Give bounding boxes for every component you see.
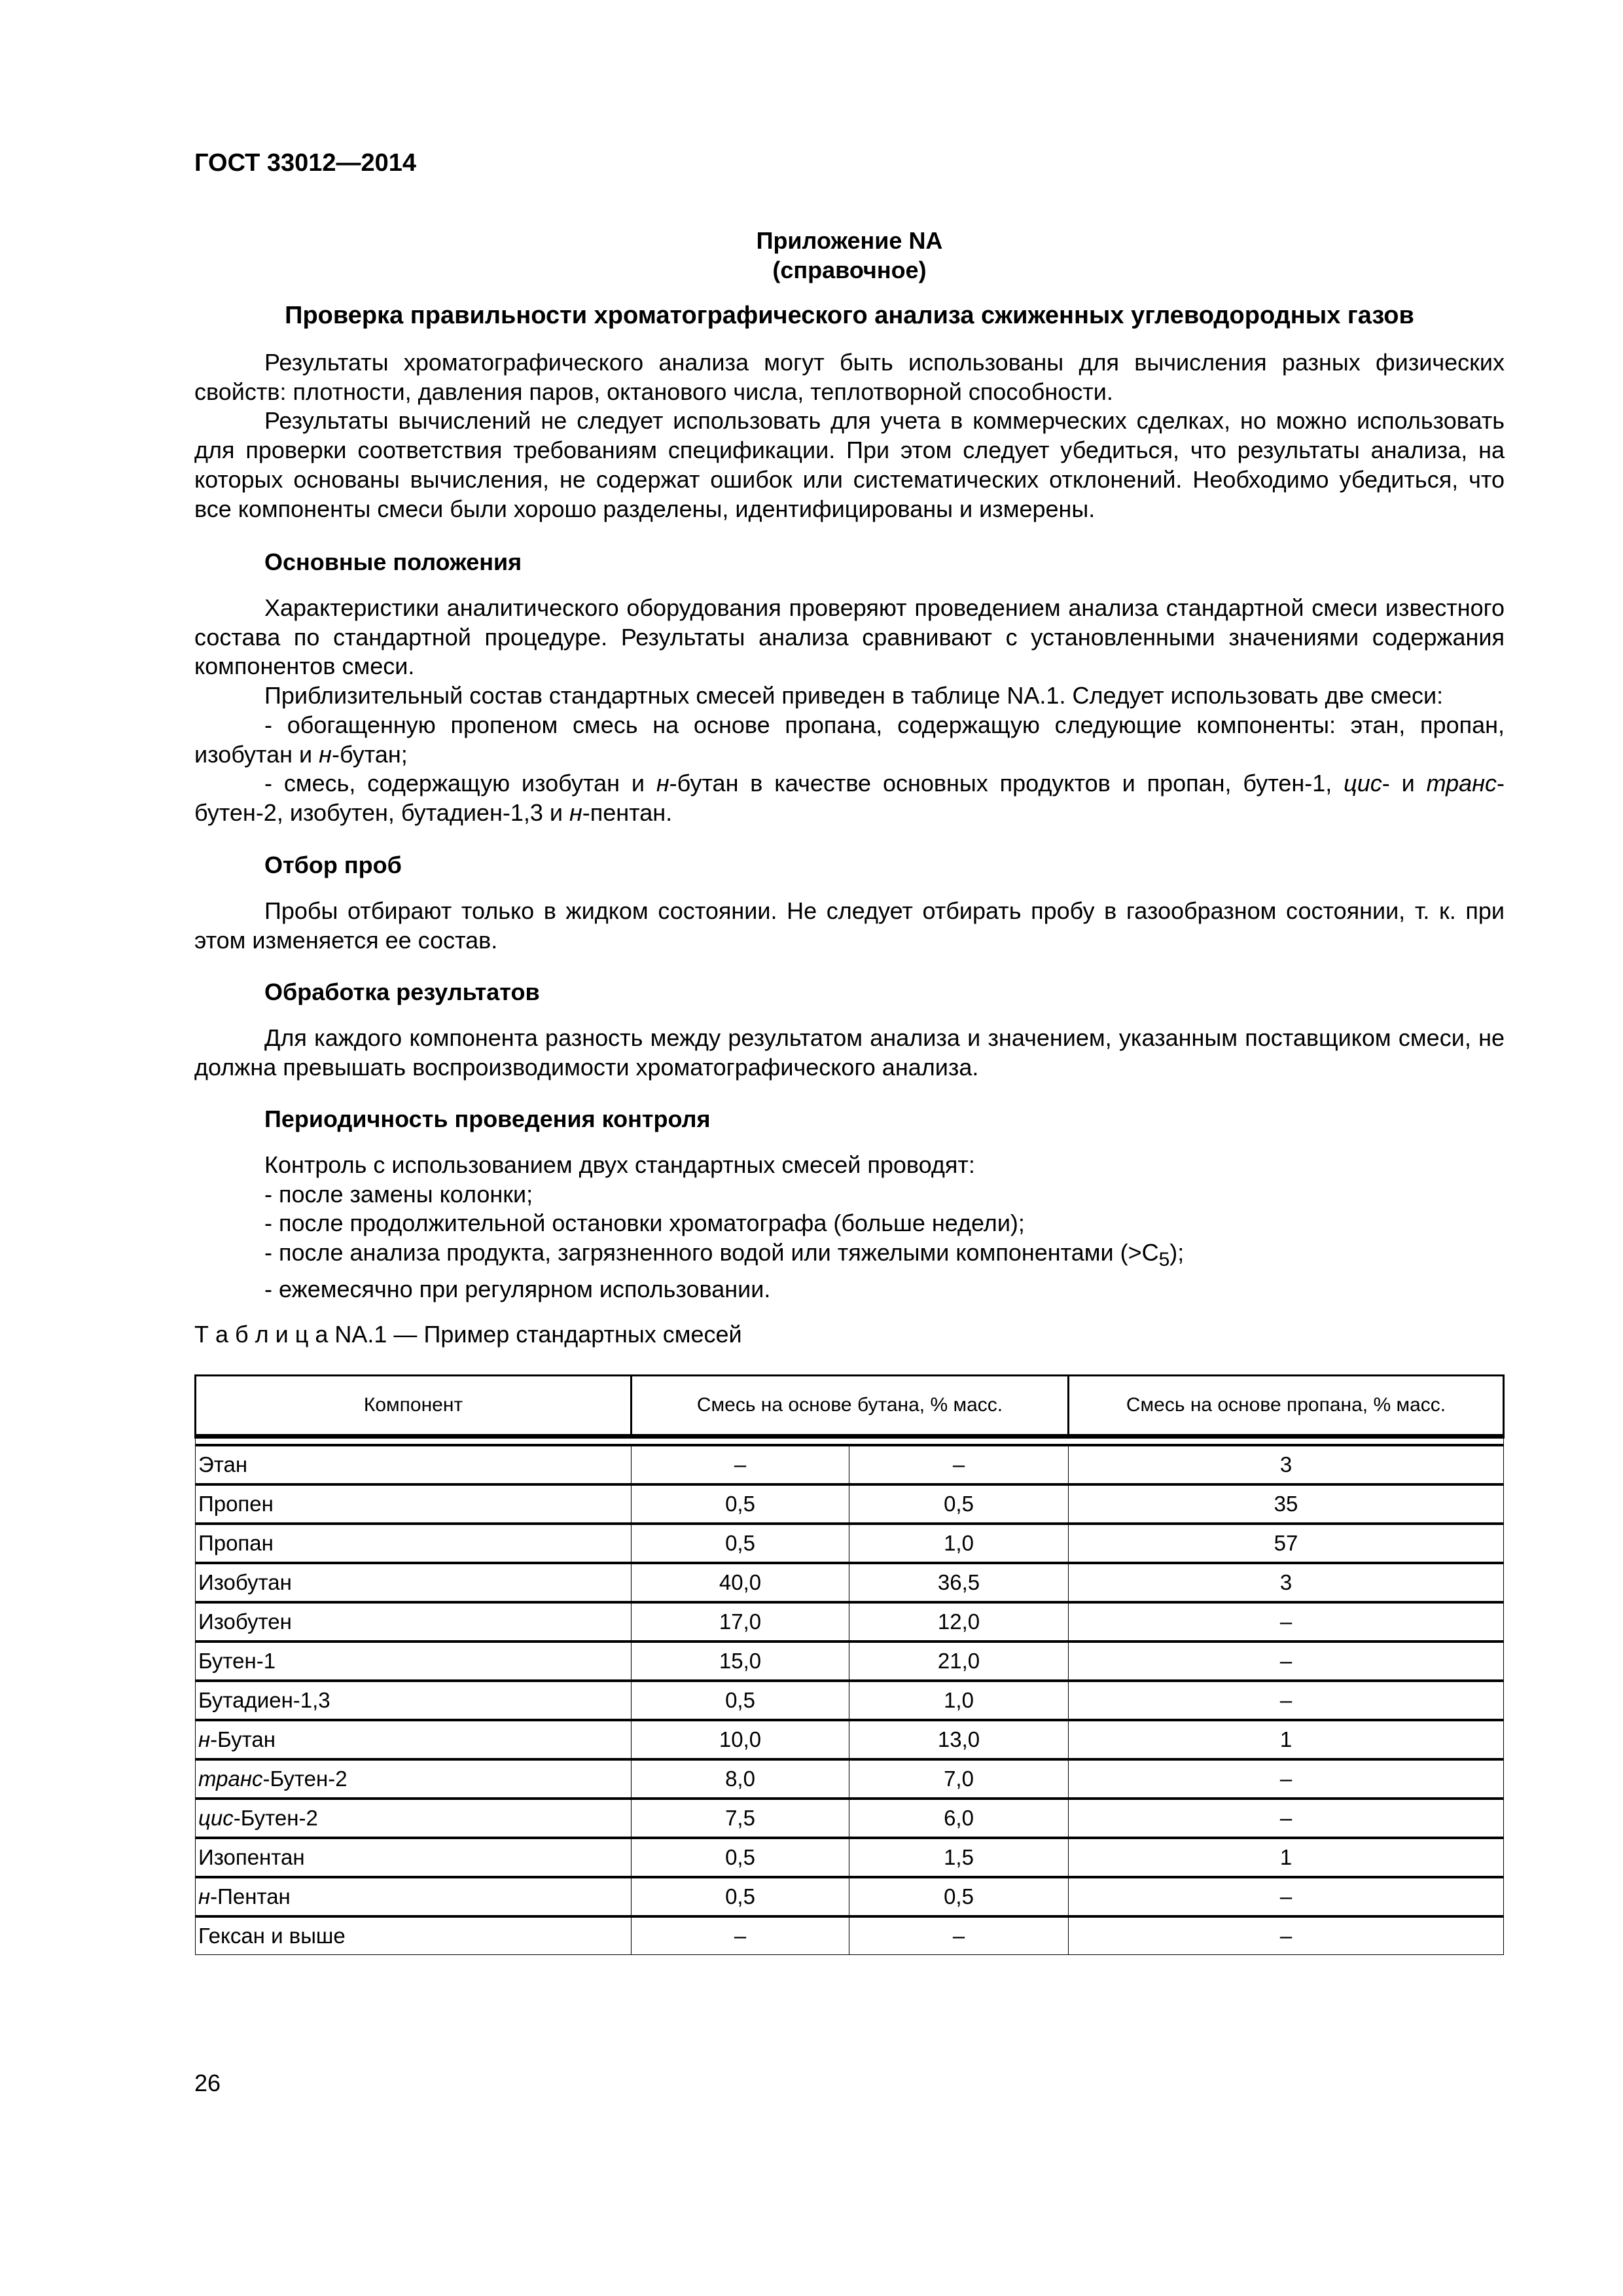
table-row: [196, 1563, 1504, 1602]
paragraph: Характеристики аналитического оборудования проверяют проведением анализа стандартной смеси известного состава по стандартной процедуре. Результаты анализа сравнивают с установленными значениями содержания компонентов смеси.: [194, 594, 1505, 680]
text: -бутан;: [331, 740, 408, 768]
text: н: [656, 770, 669, 797]
section-heading: Периодичность проведения контроля: [264, 1105, 711, 1132]
propane-mix-cell: –: [1069, 1681, 1504, 1720]
propane-mix-cell: –: [1069, 1877, 1504, 1916]
text: Этан: [198, 1452, 248, 1477]
butane-mix-1-cell: 0,5: [632, 1838, 849, 1877]
bullet: - ежемесячно при регулярном использовании.: [264, 1276, 771, 1302]
component-cell: [196, 1524, 632, 1563]
section-basics: [194, 594, 1505, 828]
bullet: [194, 769, 1505, 827]
butane-mix-1-cell: –: [632, 1445, 849, 1484]
butane-mix-1-cell: 17,0: [632, 1602, 849, 1641]
propane-mix-cell: 1: [1069, 1720, 1504, 1759]
component-cell: [196, 1484, 632, 1524]
butane-mix-1-cell: 0,5: [632, 1484, 849, 1524]
paragraph: Результаты хроматографического анализа могут быть использованы для вычисления разных физических свойств: плотности, давления паров, октанового числа, теплотворной способности.: [194, 349, 1505, 405]
text: - смесь, содержащую изобутан и: [264, 770, 656, 797]
column-header: Смесь на основе пропана, % масс.: [1069, 1376, 1504, 1437]
table-row: [196, 1838, 1504, 1877]
document-id: ГОСТ 33012—2014: [194, 149, 417, 177]
butane-mix-2-cell: 21,0: [849, 1641, 1069, 1681]
section-heading: Основные положения: [264, 548, 522, 575]
table-row: [196, 1799, 1504, 1838]
propane-mix-cell: 3: [1069, 1445, 1504, 1484]
butane-mix-1-cell: 0,5: [632, 1681, 849, 1720]
table-row: [196, 1720, 1504, 1759]
section-heading: Отбор проб: [264, 852, 402, 878]
propane-mix-cell: –: [1069, 1759, 1504, 1799]
table-row: [196, 1916, 1504, 1955]
appendix-title: Проверка правильности хроматографического анализа сжиженных углеводородных газов: [285, 302, 1414, 329]
propane-mix-cell: –: [1069, 1641, 1504, 1681]
paragraph: Результаты вычислений не следует использовать для учета в коммерческих сделках, но можно использовать для проверки соответствия требованиям спецификации. При этом следует убедиться, что результаты анализа, на которых основаны вычисления, не содержат ошибок или систематических отклонений. Необходимо убедиться, что все компоненты смеси были хорошо разделены, идентифицированы и измерены.: [194, 407, 1505, 522]
propane-mix-cell: 35: [1069, 1484, 1504, 1524]
text: н: [198, 1727, 211, 1751]
butane-mix-1-cell: –: [632, 1916, 849, 1955]
butane-mix-2-cell: 1,0: [849, 1524, 1069, 1563]
butane-mix-2-cell: 0,5: [849, 1484, 1069, 1524]
text: - и: [1382, 770, 1427, 797]
appendix-name: Приложение NA: [756, 227, 943, 254]
butane-mix-2-cell: 13,0: [849, 1720, 1069, 1759]
propane-mix-cell: 3: [1069, 1563, 1504, 1602]
page-number: 26: [194, 2070, 221, 2096]
component-cell: [196, 1759, 632, 1799]
text: -бутен-2, изобутен, бутадиен-1,3 и: [194, 770, 1505, 826]
component-cell: [196, 1602, 632, 1641]
propane-mix-cell: –: [1069, 1916, 1504, 1955]
text: );: [1169, 1239, 1185, 1266]
bullet: - после продолжительной остановки хроматографа (больше недели);: [264, 1210, 1025, 1237]
text: транс: [198, 1767, 263, 1791]
section-periodicity: [194, 1151, 1505, 1304]
butane-mix-2-cell: –: [849, 1916, 1069, 1955]
text: -Пентан: [210, 1884, 291, 1909]
table-caption: Т а б л и ц а NA.1 — Пример стандартных смесей: [194, 1321, 742, 1348]
bullet: - после замены колонки;: [264, 1180, 533, 1208]
text: Изопентан: [198, 1845, 305, 1869]
text: Бутадиен-1,3: [198, 1688, 330, 1712]
text: Пропен: [198, 1492, 274, 1516]
component-cell: [196, 1681, 632, 1720]
text: Изобутан: [198, 1570, 292, 1594]
component-cell: [196, 1445, 632, 1484]
propane-mix-cell: 1: [1069, 1838, 1504, 1877]
text: цис: [1344, 770, 1382, 797]
table-row: [196, 1602, 1504, 1641]
table-row: [196, 1759, 1504, 1799]
propane-mix-cell: –: [1069, 1602, 1504, 1641]
section-processing: [194, 1024, 1505, 1082]
appendix-type: (справочное): [772, 257, 927, 283]
text: Изобутен: [198, 1609, 292, 1634]
butane-mix-1-cell: 8,0: [632, 1759, 849, 1799]
table-row: [196, 1877, 1504, 1916]
butane-mix-1-cell: 10,0: [632, 1720, 849, 1759]
text: -Бутен-2: [233, 1806, 318, 1830]
text: Гексан и выше: [198, 1924, 346, 1948]
text: - обогащенную пропеном смесь на основе пропана, содержащую следующие компоненты: этан, пропан, изобутан и: [194, 711, 1505, 768]
text: н: [319, 740, 332, 768]
component-cell: [196, 1641, 632, 1681]
bullet: [194, 711, 1505, 769]
text: цис: [198, 1806, 234, 1830]
paragraph: Приблизительный состав стандартных смесей приведен в таблице NA.1. Следует использовать две смеси:: [264, 682, 1444, 709]
text: Бутен-1: [198, 1649, 276, 1673]
standard-mixtures-table: [194, 1374, 1505, 1955]
intro: [194, 348, 1505, 524]
propane-mix-cell: –: [1069, 1799, 1504, 1838]
text: н: [198, 1884, 211, 1909]
component-cell: [196, 1877, 632, 1916]
section-sampling: [194, 897, 1505, 955]
butane-mix-1-cell: 0,5: [632, 1524, 849, 1563]
text: -пентан.: [582, 798, 673, 826]
paragraph: Для каждого компонента разность между результатом анализа и значением, указанным поставщиком смеси, не должна превышать воспроизводимости хроматографического анализа.: [194, 1024, 1505, 1081]
butane-mix-1-cell: 15,0: [632, 1641, 849, 1681]
butane-mix-1-cell: 7,5: [632, 1799, 849, 1838]
butane-mix-2-cell: 6,0: [849, 1799, 1069, 1838]
component-cell: [196, 1799, 632, 1838]
butane-mix-2-cell: 1,0: [849, 1681, 1069, 1720]
text: н: [569, 798, 582, 826]
paragraph: Контроль с использованием двух стандартных смесей проводят:: [264, 1151, 975, 1178]
subscript: 5: [1158, 1249, 1170, 1271]
butane-mix-1-cell: 40,0: [632, 1563, 849, 1602]
text: -Бутен-2: [262, 1767, 348, 1791]
bullet: [264, 1238, 1505, 1275]
column-header: Компонент: [196, 1376, 632, 1437]
butane-mix-2-cell: –: [849, 1445, 1069, 1484]
component-cell: [196, 1563, 632, 1602]
text: транс: [1426, 770, 1497, 797]
butane-mix-1-cell: 0,5: [632, 1877, 849, 1916]
component-cell: [196, 1720, 632, 1759]
paragraph: Пробы отбирают только в жидком состоянии. Не следует отбирать пробу в газообразном состоянии, т. к. при этом изменяется ее состав.: [194, 897, 1505, 954]
section-heading: Обработка результатов: [264, 978, 540, 1005]
text: Пропан: [198, 1531, 274, 1555]
text: -бутан в качестве основных продуктов и пропан, бутен-1,: [669, 770, 1344, 797]
butane-mix-2-cell: 36,5: [849, 1563, 1069, 1602]
table-row: [196, 1681, 1504, 1720]
table-row: [196, 1641, 1504, 1681]
text: -Бутан: [210, 1727, 276, 1751]
column-header: Смесь на основе бутана, % масс.: [632, 1376, 1069, 1437]
butane-mix-2-cell: 7,0: [849, 1759, 1069, 1799]
table-row: [196, 1484, 1504, 1524]
table-row: [196, 1524, 1504, 1563]
propane-mix-cell: 57: [1069, 1524, 1504, 1563]
butane-mix-2-cell: 0,5: [849, 1877, 1069, 1916]
component-cell: [196, 1838, 632, 1877]
component-cell: [196, 1916, 632, 1955]
butane-mix-2-cell: 12,0: [849, 1602, 1069, 1641]
text: - после анализа продукта, загрязненного водой или тяжелыми компонентами (>C: [264, 1239, 1159, 1266]
butane-mix-2-cell: 1,5: [849, 1838, 1069, 1877]
table-row: [196, 1445, 1504, 1484]
